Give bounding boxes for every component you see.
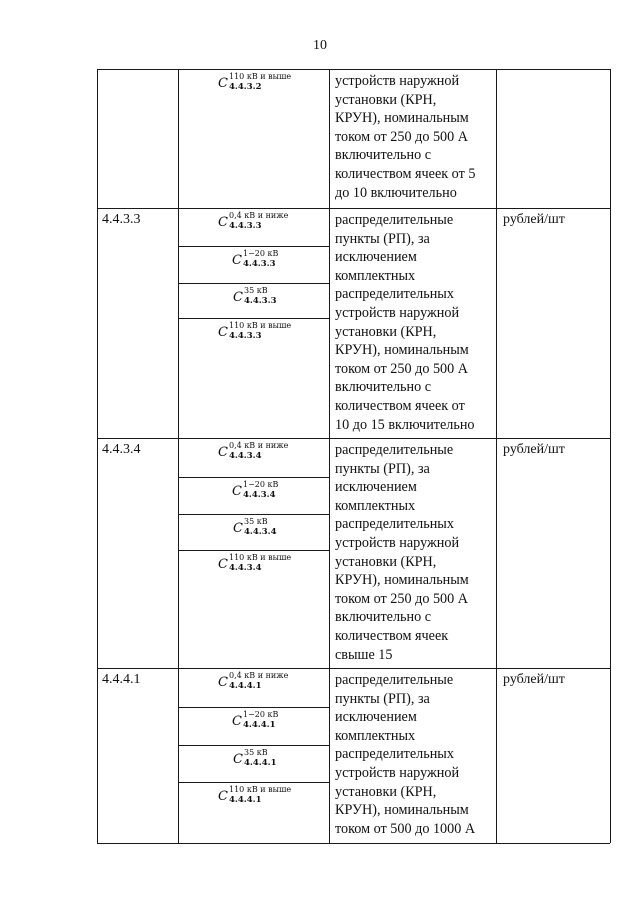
formula-subscript: 4.4.3.4 bbox=[229, 563, 262, 573]
formula-subscript: 4.4.4.1 bbox=[244, 758, 277, 768]
formula-rule bbox=[178, 782, 329, 783]
formula-rule bbox=[178, 550, 329, 551]
formula-rule bbox=[178, 745, 329, 746]
description-line: устройств наружной bbox=[335, 765, 460, 781]
row-code: 4.4.3.4 bbox=[102, 442, 141, 457]
formula-subscript: 4.4.3.4 bbox=[229, 451, 262, 461]
row-rule bbox=[97, 208, 610, 209]
rate-formula bbox=[233, 517, 277, 540]
formula-base: C bbox=[218, 76, 228, 91]
formula-superscript: 0,4 кВ и ниже bbox=[229, 671, 289, 680]
rate-formula bbox=[233, 748, 277, 771]
description-line: распределительных bbox=[335, 746, 454, 763]
formula-superscript: 0,4 кВ и ниже bbox=[229, 441, 289, 450]
description-line: включительно с bbox=[335, 609, 432, 626]
description-line: комплектных bbox=[335, 727, 416, 744]
formula-subscript: 4.4.3.2 bbox=[229, 82, 262, 92]
description-line: установки (КРН, bbox=[335, 323, 437, 340]
rate-formula bbox=[218, 553, 292, 576]
description-line: КРУН), номинальным bbox=[335, 110, 469, 127]
formula-rule bbox=[178, 477, 329, 478]
description-line: током от 250 до 500 А bbox=[335, 590, 469, 607]
description-line: КРУН), номинальным bbox=[335, 342, 469, 359]
row-code: 4.4.4.1 bbox=[102, 672, 141, 687]
description-line: установки (КРН, bbox=[335, 553, 437, 570]
formula-superscript: 110 кВ и выше bbox=[229, 321, 292, 330]
formula-superscript: 110 кВ и выше bbox=[229, 785, 292, 794]
description-line: током от 250 до 500 А bbox=[335, 128, 469, 145]
formula-subscript: 4.4.3.3 bbox=[243, 259, 276, 269]
formula-superscript: 110 кВ и выше bbox=[229, 553, 292, 562]
formula-superscript: 1−20 кВ bbox=[243, 710, 279, 719]
description-line: устройств наружной bbox=[335, 535, 460, 551]
description-line: пункты (РП), за bbox=[335, 690, 430, 707]
description-line: пункты (РП), за bbox=[335, 230, 430, 247]
description-line: устройств наружной bbox=[335, 305, 460, 321]
formula-superscript: 110 кВ и выше bbox=[229, 72, 292, 81]
formula-superscript: 0,4 кВ и ниже bbox=[229, 211, 289, 220]
formula-rule bbox=[178, 318, 329, 319]
description-line: распределительных bbox=[335, 286, 454, 303]
description-line: исключением bbox=[335, 479, 417, 496]
row-code: 4.4.3.3 bbox=[102, 212, 141, 227]
formula-base: C bbox=[232, 253, 242, 268]
rate-formula bbox=[232, 480, 279, 503]
rate-formula bbox=[218, 72, 292, 95]
formula-rule bbox=[178, 707, 329, 708]
formula-base: C bbox=[218, 557, 228, 572]
description-line: исключением bbox=[335, 249, 417, 266]
description-line: свыше 15 bbox=[335, 646, 393, 663]
formula-subscript: 4.4.4.1 bbox=[229, 681, 262, 691]
description-line: распределительные bbox=[335, 442, 454, 458]
column-rule bbox=[496, 69, 497, 843]
description-line: установки (КРН, bbox=[335, 91, 437, 108]
rate-formula bbox=[233, 286, 277, 309]
description-line: КРУН), номинальным bbox=[335, 572, 469, 589]
formula-superscript: 35 кВ bbox=[244, 517, 268, 526]
column-rule bbox=[178, 69, 179, 843]
formula-rule bbox=[178, 514, 329, 515]
description-line: пункты (РП), за bbox=[335, 460, 430, 477]
description-line: КРУН), номинальным bbox=[335, 802, 469, 819]
row-unit: рублей/шт bbox=[503, 672, 565, 687]
formula-subscript: 4.4.3.3 bbox=[229, 331, 262, 341]
formula-rule bbox=[178, 283, 329, 284]
row-rule bbox=[97, 843, 610, 844]
row-unit: рублей/шт bbox=[503, 442, 565, 457]
column-rule bbox=[610, 69, 611, 843]
formula-subscript: 4.4.3.3 bbox=[229, 221, 262, 231]
description-line: установки (КРН, bbox=[335, 783, 437, 800]
description-line: включительно с bbox=[335, 147, 432, 164]
formula-subscript: 4.4.3.3 bbox=[244, 296, 277, 306]
formula-base: C bbox=[233, 752, 243, 767]
row-rule bbox=[97, 438, 610, 439]
formula-subscript: 4.4.3.4 bbox=[244, 527, 277, 537]
description-line: количеством ячеек bbox=[335, 628, 449, 644]
formula-base: C bbox=[232, 484, 242, 499]
formula-subscript: 4.4.3.4 bbox=[243, 490, 276, 500]
rate-formula bbox=[218, 212, 289, 234]
description-line: распределительные bbox=[335, 212, 454, 228]
rate-formula bbox=[232, 249, 279, 272]
column-rule bbox=[329, 69, 330, 843]
formula-base: C bbox=[233, 290, 243, 305]
description-line: до 10 включительно bbox=[335, 184, 457, 201]
description-line: током от 250 до 500 А bbox=[335, 360, 469, 377]
rate-formula bbox=[218, 785, 292, 808]
row-unit: рублей/шт bbox=[503, 212, 565, 227]
column-rule bbox=[97, 69, 98, 843]
formula-subscript: 4.4.4.1 bbox=[243, 720, 276, 730]
description-line: распределительные bbox=[335, 672, 454, 688]
description-line: количеством ячеек от bbox=[335, 398, 465, 414]
formula-superscript: 35 кВ bbox=[244, 748, 268, 757]
description-line: комплектных bbox=[335, 497, 416, 514]
formula-base: C bbox=[218, 325, 228, 340]
row-rule bbox=[97, 69, 610, 70]
rate-formula bbox=[218, 672, 289, 694]
formula-superscript: 1−20 кВ bbox=[243, 249, 279, 258]
page-number: 10 bbox=[313, 38, 327, 53]
formula-rule bbox=[178, 246, 329, 247]
formula-base: C bbox=[218, 675, 228, 690]
description-line: 10 до 15 включительно bbox=[335, 416, 475, 433]
formula-base: C bbox=[218, 215, 228, 230]
formula-base: C bbox=[218, 789, 228, 804]
formula-base: C bbox=[232, 714, 242, 729]
description-line: током от 500 до 1000 А bbox=[335, 820, 476, 837]
rate-formula bbox=[218, 321, 292, 344]
description-line: устройств наружной bbox=[335, 73, 460, 89]
formula-base: C bbox=[218, 445, 228, 460]
description-line: включительно с bbox=[335, 379, 432, 396]
description-line: комплектных bbox=[335, 267, 416, 284]
formula-superscript: 1−20 кВ bbox=[243, 480, 279, 489]
formula-base: C bbox=[233, 521, 243, 536]
formula-superscript: 35 кВ bbox=[244, 286, 268, 295]
description-line: количеством ячеек от 5 bbox=[335, 166, 476, 182]
rate-formula bbox=[218, 442, 289, 464]
row-rule bbox=[97, 668, 610, 669]
rate-formula bbox=[232, 710, 279, 733]
description-line: исключением bbox=[335, 709, 417, 726]
description-line: распределительных bbox=[335, 516, 454, 533]
formula-subscript: 4.4.4.1 bbox=[229, 795, 262, 805]
